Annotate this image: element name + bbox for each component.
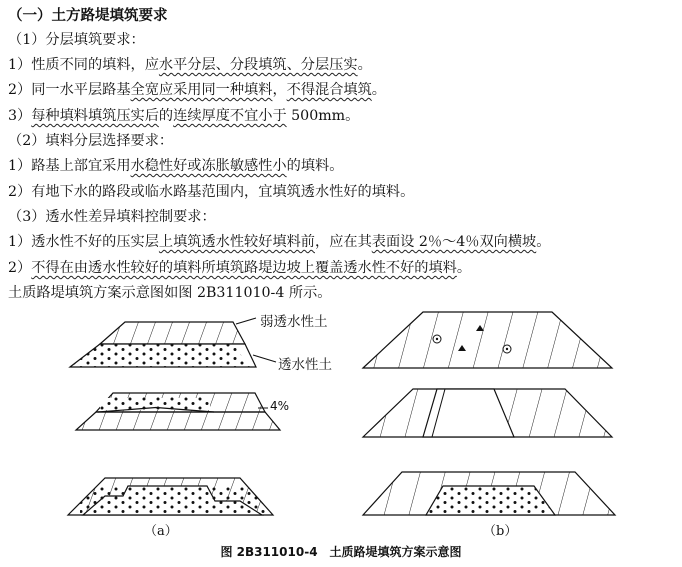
- section2-item-2: 2）有地下水的路段或临水路基范围内，宜填筑透水性好的填料。: [8, 184, 415, 200]
- subfigure-b-label: （b）: [483, 524, 518, 539]
- section1-item-3: 3）每种填料填筑压实后的连续厚度不宜小于 500mm。: [8, 108, 360, 124]
- label-weak-permeable-soil: 弱透水性土: [260, 314, 328, 330]
- panel-b-bottom: [363, 472, 615, 515]
- section2-title: （2）填料分层选择要求：: [8, 133, 174, 149]
- panel-b-top: [363, 312, 612, 368]
- section1-title: （1）分层填筑要求：: [8, 32, 145, 48]
- label-permeable-soil: 透水性土: [278, 357, 332, 373]
- section3-title: （3）透水性差异填料控制要求：: [8, 209, 216, 225]
- panel-a-middle: [76, 393, 280, 430]
- panel-a-top: [60, 318, 276, 368]
- section1-item-1: 1）性质不同的填料，应水平分层、分段填筑、分层压实。: [8, 57, 372, 73]
- section2-item-1: 1）路基上部宜采用水稳性好或冻胀敏感性小的填料。: [8, 158, 344, 174]
- subfigure-a-label: （a）: [144, 524, 178, 539]
- section3-item-1: 1）透水性不好的压实层上填筑透水性较好填料前，应在其表面设 2％～4％双向横坡。: [8, 234, 551, 250]
- label-slope-percent: 4%: [270, 399, 290, 413]
- panel-a-bottom: [68, 478, 273, 515]
- panel-b-middle: [363, 389, 613, 439]
- section1-item-2: 2）同一水平层路基全宽应采用同一种填料，不得混合填筑。: [8, 82, 386, 98]
- figure-caption: 图 2B311010-4 土质路堤填筑方案示意图: [220, 545, 462, 559]
- section-heading: （一）土方路堤填筑要求: [8, 8, 168, 24]
- section3-item-2: 2）不得在由透水性较好的填料所填筑路堤边坡上覆盖透水性不好的填料。: [8, 260, 472, 276]
- figure-intro: 土质路堤填筑方案示意图如图 2B311010-4 所示。: [8, 285, 332, 301]
